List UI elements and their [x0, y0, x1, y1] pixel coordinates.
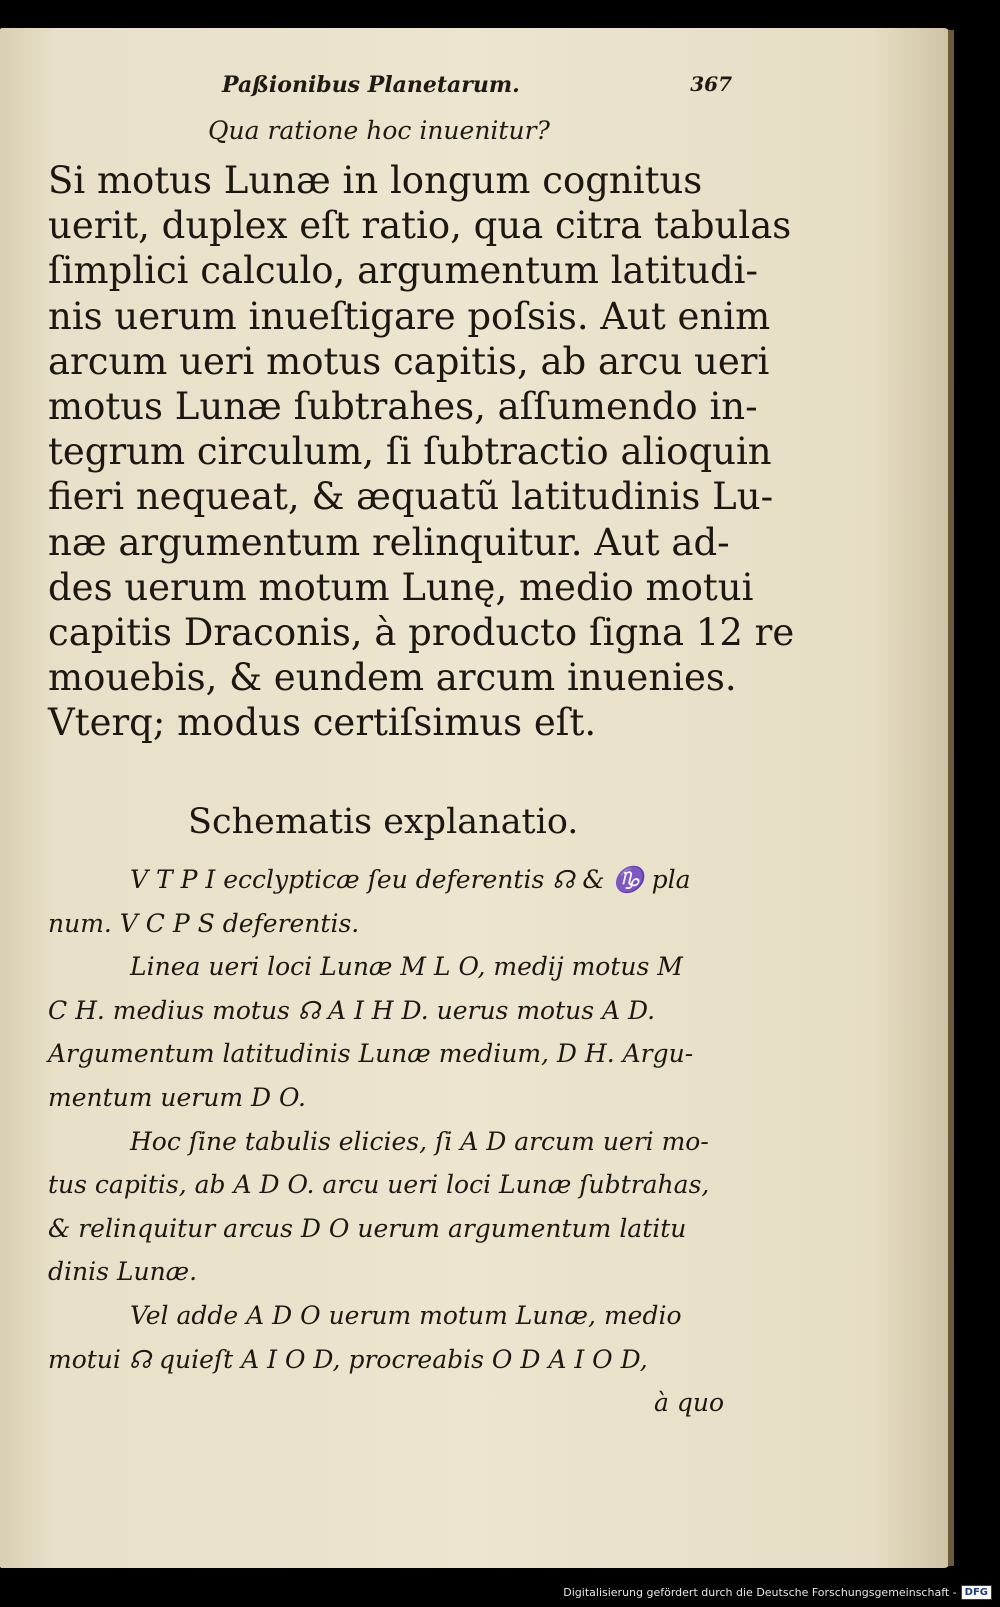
page-edge [948, 30, 954, 1566]
section-heading: Schematis explanatio. [188, 802, 579, 842]
explanation-line: mentum uerum D O. [48, 1082, 306, 1112]
explanation-line: Vel adde A D O uerum motum Lunæ, medio [130, 1300, 682, 1330]
catchword: à quo [653, 1388, 724, 1418]
text-line: ſimplici calculo, argumentum latitudi- [48, 249, 759, 293]
explanation-line: dinis Lunæ. [48, 1257, 198, 1287]
text-line: næ argumentum relinquitur. Aut ad- [48, 520, 730, 564]
explanation-line: num. V C P S deferentis. [48, 908, 360, 938]
explanation-line: motui ☊ quieſt A I O D, procreabis O D A I O D, [48, 1344, 648, 1374]
explanation-line: C H. medius motus ☊ A I H D. uerus motus A D. [48, 995, 656, 1025]
text-line: uerit, duplex eſt ratio, qua citra tabulas [48, 204, 792, 248]
text-line: tegrum circulum, ſi ſubtractio alioquin [48, 430, 772, 474]
text-line: Vterq; modus certiſsimus eſt. [48, 701, 597, 745]
running-head [222, 72, 732, 106]
text-line: Si motus Lunæ in longum cognitus [48, 159, 703, 202]
question-heading: Qua ratione hoc inuenitur? [208, 116, 550, 145]
running-title: Paßionibus Planetarum. [222, 72, 520, 98]
explanation-line: tus capitis, ab A D O. arcu ueri loci Lunæ ſubtrahas, [48, 1170, 710, 1200]
text-line: capitis Draconis, à producto ſigna 12 re [48, 611, 795, 655]
explanation-line: & relinquitur arcus D O uerum argumentum latitu [48, 1213, 687, 1243]
text-line: nis uerum inueſtigare poſsis. Aut enim [48, 294, 771, 338]
text-line: motus Lunæ ſubtrahes, aſſumendo in- [48, 385, 758, 429]
text-line: arcum ueri motus capitis, ab arcu ueri [48, 339, 770, 383]
explanation-line: Hoc ſine tabulis elicies, ſi A D arcum ueri mo- [130, 1126, 709, 1156]
text-line: mouebis, & eundem arcum inuenies. [48, 656, 737, 700]
explanation-line: Linea ueri loci Lunæ M L O, medij motus M [130, 952, 683, 982]
explanation-paragraphs [48, 858, 738, 1425]
explanation-line: Argumentum latitudinis Lunæ medium, D H. Argu- [48, 1039, 694, 1069]
credit-text: Digitalisierung gefördert durch die Deutsche Forschungsgemeinschaft - [563, 1585, 957, 1599]
text-line: fieri nequeat, & æquatũ latitudinis Lu- [48, 475, 774, 519]
text-line: des uerum motum Lunę, medio motui [48, 565, 754, 609]
digitization-credit [563, 1581, 992, 1603]
page-number: 367 [690, 72, 732, 96]
main-paragraph [48, 158, 795, 746]
dfg-logo: DFG [961, 1585, 992, 1600]
explanation-line: V T P I ecclypticæ ſeu deferentis ☊ & ♑ pla [130, 865, 691, 894]
